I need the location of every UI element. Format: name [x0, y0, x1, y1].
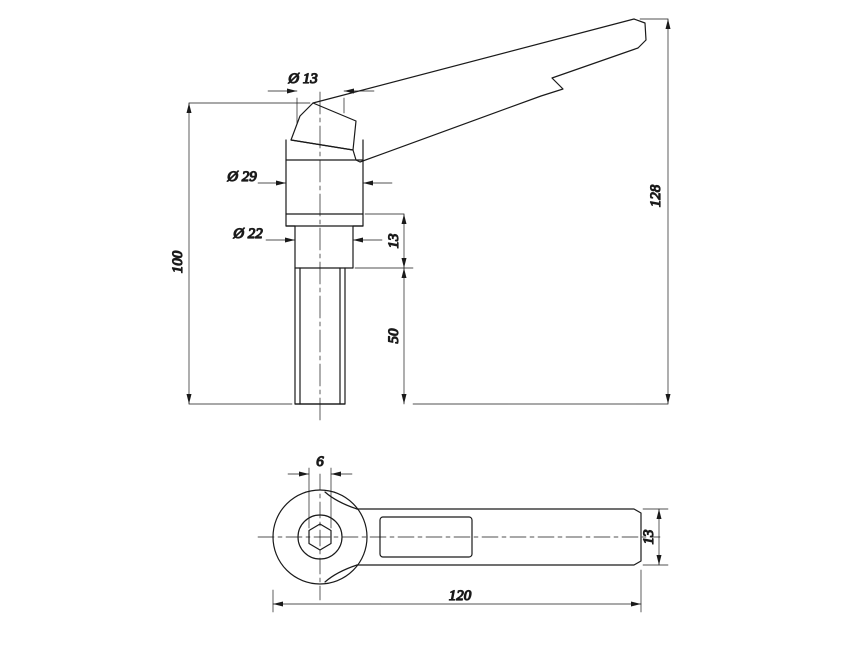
dim-100	[187, 103, 311, 404]
lever-arm-outline	[291, 19, 646, 162]
dim-dia22-label: Ø 22	[233, 226, 263, 242]
dim-128-label: 128	[648, 184, 664, 208]
dim-dia29	[258, 181, 392, 186]
lever-hub-body	[286, 140, 363, 268]
dim-100-label: 100	[170, 250, 186, 274]
dim-dia29-label: Ø 29	[227, 169, 257, 185]
dim-dia13-label: Ø 13	[288, 71, 318, 87]
dim-thread-50-label: 50	[386, 328, 402, 344]
dim-thickness-13-label: 13	[641, 529, 657, 545]
dim-length-120-label: 120	[448, 588, 472, 604]
dim-thread-50	[402, 268, 407, 404]
dim-128	[413, 19, 671, 404]
dim-hex-6-label: 6	[316, 454, 324, 470]
dim-collar-13	[355, 214, 413, 268]
dim-collar-13-label: 13	[386, 233, 402, 249]
dim-dia22	[266, 238, 382, 243]
